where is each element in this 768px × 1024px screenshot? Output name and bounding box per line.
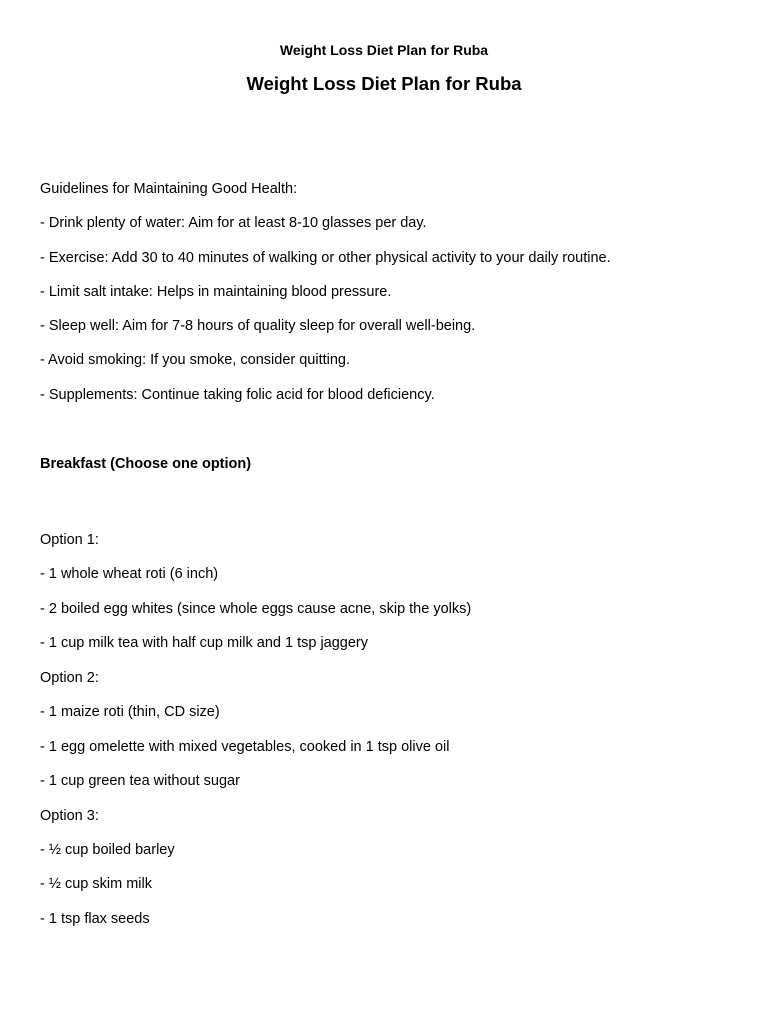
option-item: - 1 egg omelette with mixed vegetables, cooked in 1 tsp olive oil: [40, 739, 450, 755]
guideline-item: - Sleep well: Aim for 7-8 hours of quality sleep for overall well-being.: [40, 318, 476, 334]
guideline-item: - Drink plenty of water: Aim for at least 8-10 glasses per day.: [40, 215, 427, 231]
running-header-title: Weight Loss Diet Plan for Ruba: [279, 42, 489, 58]
guideline-item: - Avoid smoking: If you smoke, consider quitting.: [40, 352, 351, 368]
option-label: Option 1:: [40, 532, 99, 548]
breakfast-heading: Breakfast (Choose one option): [40, 456, 252, 472]
option-item: - 2 boiled egg whites (since whole eggs cause acne, skip the yolks): [40, 601, 472, 617]
option-item: - 1 tsp flax seeds: [40, 911, 150, 927]
document-title: Weight Loss Diet Plan for Ruba: [246, 73, 522, 94]
guideline-item: - Supplements: Continue taking folic acid for blood deficiency.: [40, 387, 435, 403]
option-item: - 1 cup milk tea with half cup milk and 1 tsp jaggery: [40, 635, 369, 651]
option-item: - 1 cup green tea without sugar: [40, 773, 240, 789]
option-item: - ½ cup boiled barley: [40, 842, 175, 858]
option-item: - ½ cup skim milk: [40, 876, 152, 892]
guideline-item: - Limit salt intake: Helps in maintaining blood pressure.: [40, 284, 392, 300]
guidelines-heading: Guidelines for Maintaining Good Health:: [40, 181, 298, 197]
option-label: Option 2:: [40, 670, 99, 686]
option-item: - 1 whole wheat roti (6 inch): [40, 566, 219, 582]
guideline-item: - Exercise: Add 30 to 40 minutes of walking or other physical activity to your daily routine.: [40, 250, 611, 266]
option-label: Option 3:: [40, 808, 99, 824]
option-item: - 1 maize roti (thin, CD size): [40, 704, 220, 720]
